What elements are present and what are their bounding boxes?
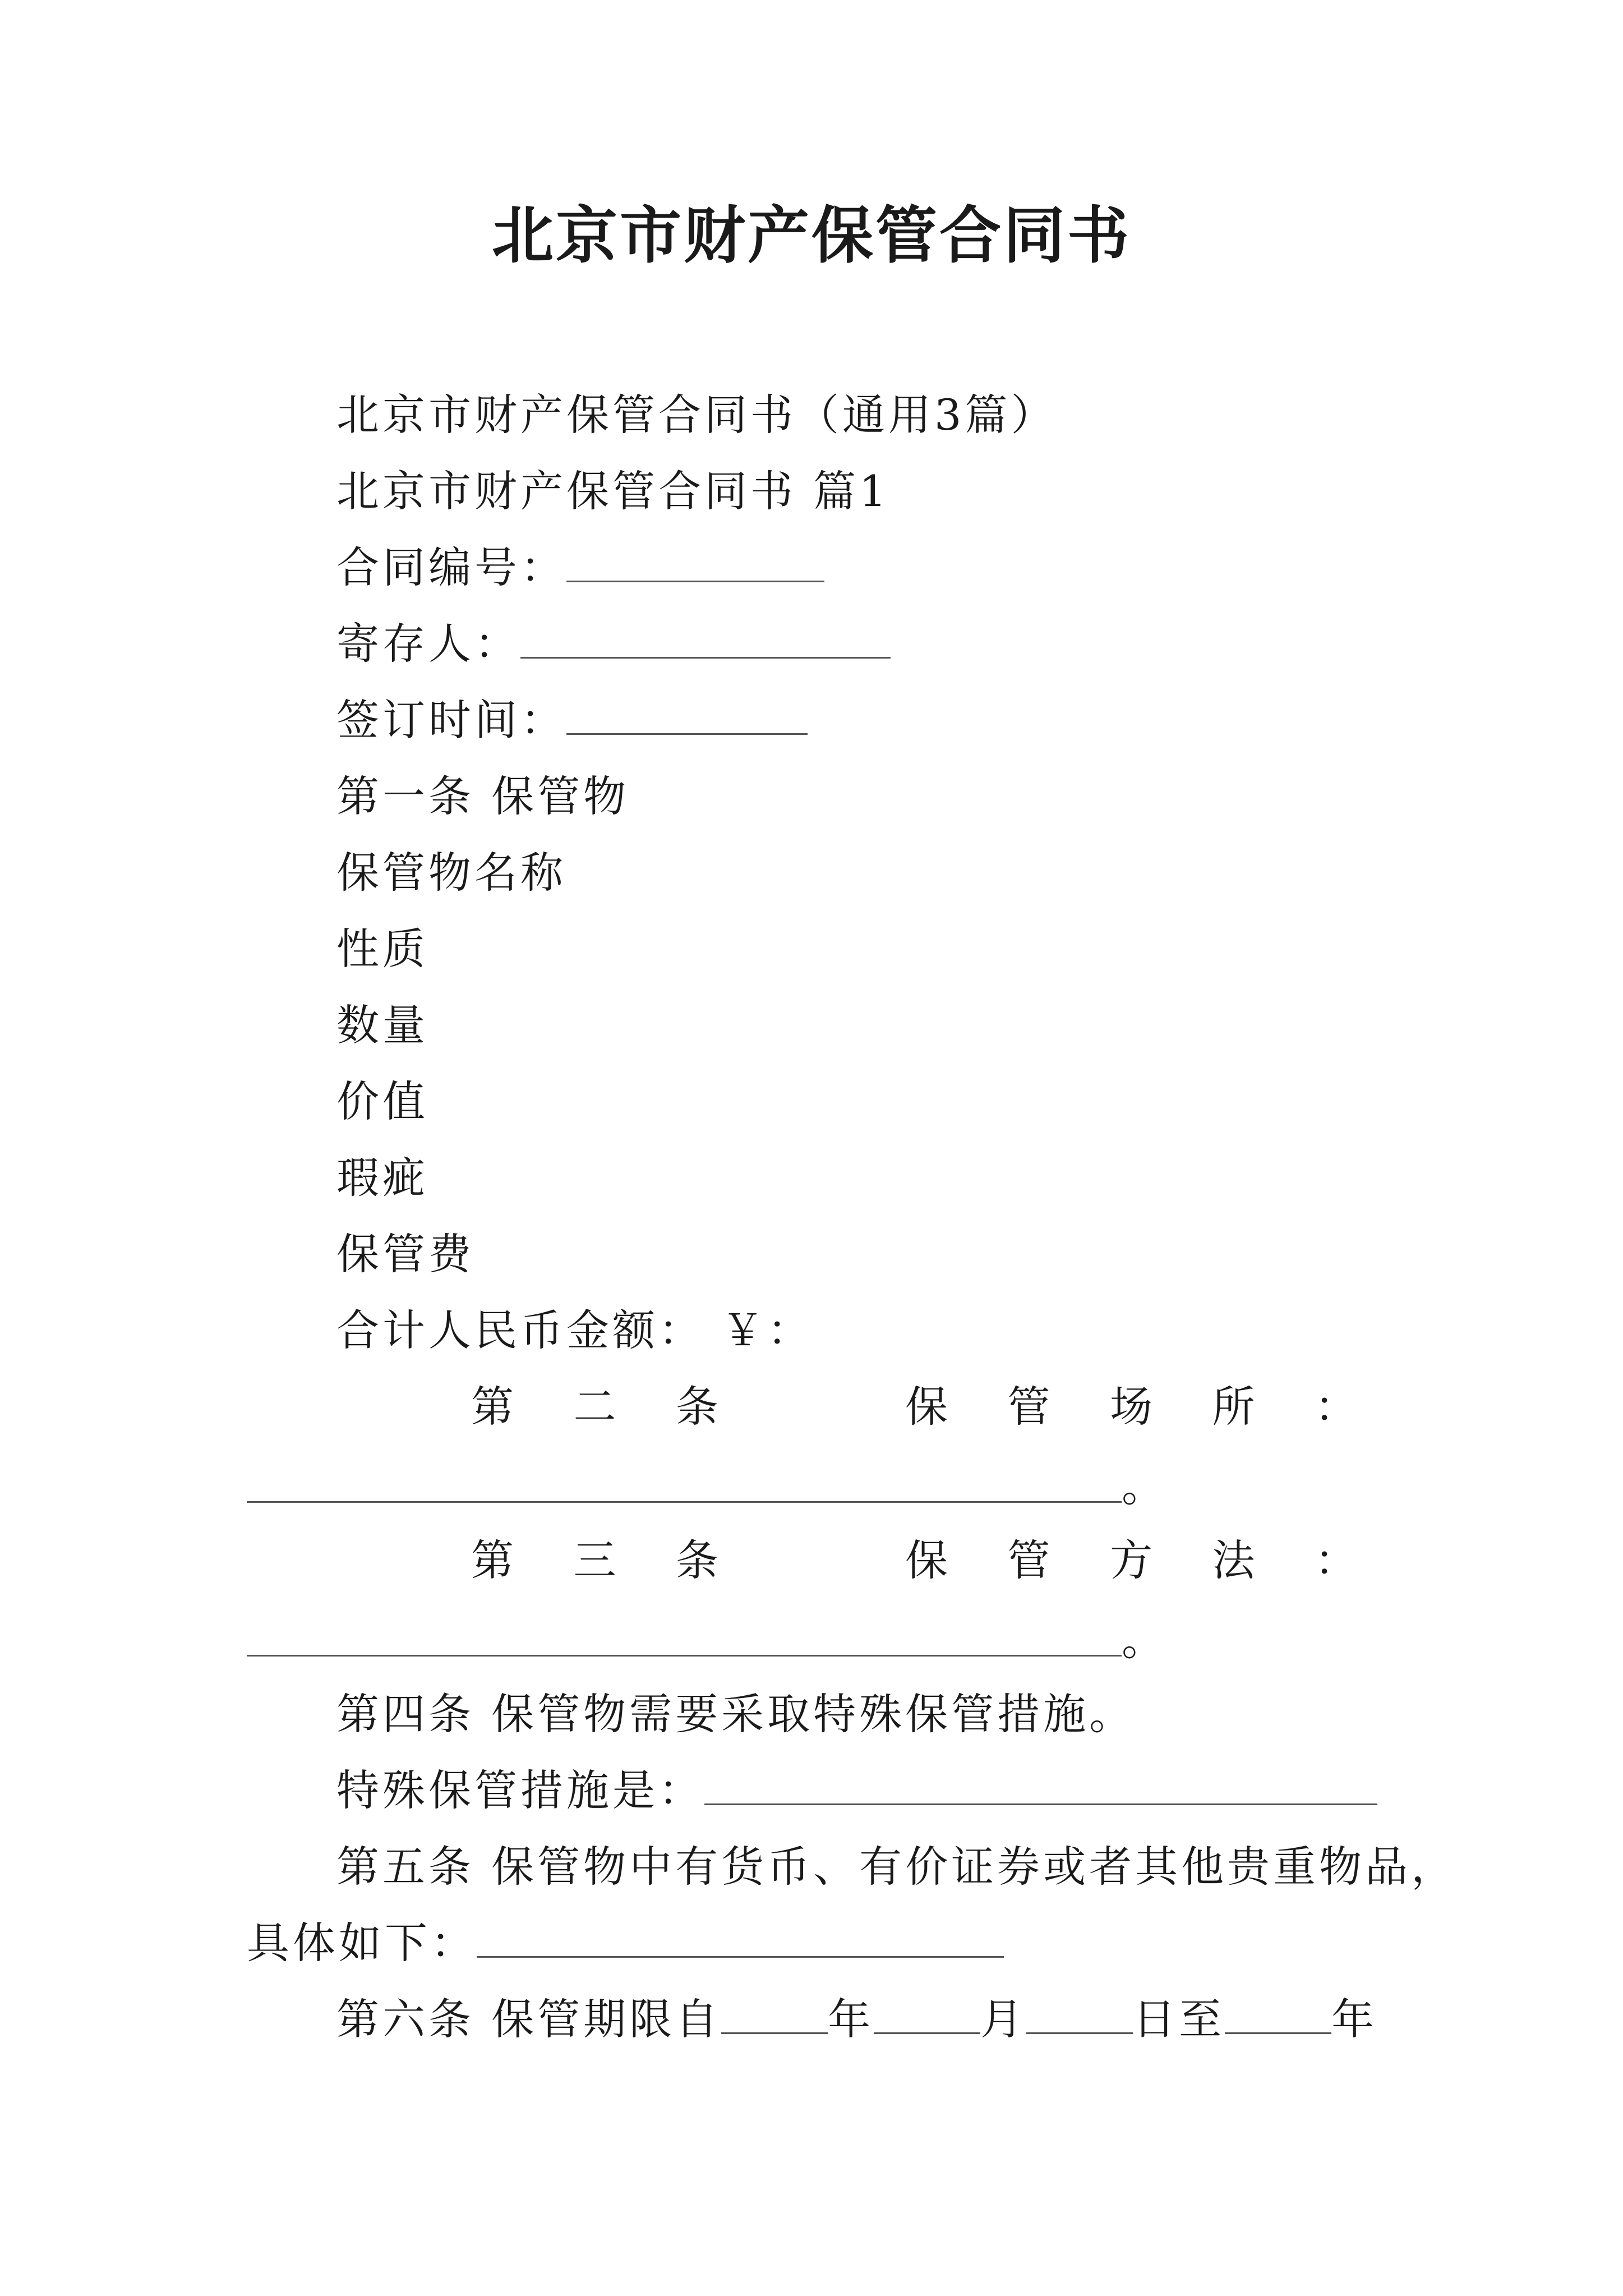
day-to-label: 日至	[1133, 1994, 1225, 2044]
special-measures-row	[336, 1763, 1377, 1819]
field-quantity: 数量	[336, 1000, 428, 1050]
contract-no-row	[336, 540, 824, 596]
article-6	[336, 1991, 1377, 2047]
article-2-char: ：	[1315, 1382, 1357, 1432]
article-2-period: 。	[1122, 1461, 1164, 1511]
special-measures-blank[interactable]	[704, 1769, 1377, 1805]
article-2-char: 管	[1007, 1382, 1050, 1432]
article-3-char: 管	[1007, 1535, 1050, 1585]
article-2-char: 第	[471, 1382, 514, 1432]
field-value: 价值	[336, 1076, 428, 1126]
subtitle: 北京市财产保管合同书（通用3篇）	[336, 390, 1057, 440]
depositor-label: 寄存人：	[336, 619, 520, 669]
start-day-blank[interactable]	[1026, 1998, 1133, 2034]
article-3-char: 保	[905, 1535, 948, 1585]
special-measures-label: 特殊保管措施是：	[336, 1765, 704, 1815]
article-3-char: 条	[676, 1535, 718, 1585]
article-2-heading	[471, 1379, 1357, 1435]
end-year-label: 年	[1331, 1994, 1378, 2044]
article-3-char: 三	[573, 1535, 616, 1585]
start-month-blank[interactable]	[874, 1998, 980, 2034]
year-label: 年	[828, 1994, 874, 2044]
depositor-row	[336, 616, 891, 672]
month-label: 月	[980, 1994, 1027, 2044]
document-title: 北京市财产保管合同书	[492, 199, 1131, 272]
field-fee: 保管费	[336, 1229, 474, 1279]
article-2-char: 条	[676, 1382, 718, 1432]
article-3-heading	[471, 1533, 1357, 1589]
article-5-label: 具体如下：	[247, 1918, 477, 1968]
article-4: 第四条 保管物需要采取特殊保管措施。	[336, 1689, 1136, 1739]
field-nature: 性质	[336, 924, 428, 974]
field-defect: 瑕疵	[336, 1153, 428, 1203]
article-3-char: ：	[1315, 1535, 1357, 1585]
end-year-blank[interactable]	[1225, 1998, 1331, 2034]
article-6-prefix: 第六条 保管期限自	[336, 1994, 722, 2044]
start-year-blank[interactable]	[721, 1998, 828, 2034]
article-2-char: 保	[905, 1382, 948, 1432]
field-item-name: 保管物名称	[336, 848, 566, 898]
article-3-char: 方	[1110, 1535, 1152, 1585]
sign-date-label: 签订时间：	[336, 695, 566, 745]
contract-no-label: 合同编号：	[336, 542, 566, 592]
article-5-line-1: 第五条 保管物中有货币、有价证券或者其他贵重物品，	[336, 1842, 1458, 1892]
part-heading: 北京市财产保管合同书 篇1	[336, 466, 890, 516]
total-amount: 合计人民币金额： ￥：	[336, 1305, 814, 1355]
sign-date-blank[interactable]	[566, 698, 808, 735]
depositor-blank[interactable]	[520, 622, 891, 659]
article-2-char: 二	[573, 1382, 616, 1432]
article-3-blank[interactable]	[247, 1655, 1122, 1657]
article-2-char: 所	[1212, 1382, 1255, 1432]
article-5-line-2	[247, 1915, 1004, 1971]
sign-date-row	[336, 692, 808, 748]
article-3-char: 第	[471, 1535, 514, 1585]
article-1: 第一条 保管物	[336, 771, 630, 821]
contract-no-blank[interactable]	[566, 546, 824, 582]
article-3-period: 。	[1122, 1615, 1164, 1665]
article-3-char: 法	[1212, 1535, 1255, 1585]
article-5-blank[interactable]	[477, 1921, 1004, 1958]
article-2-blank[interactable]	[247, 1501, 1122, 1503]
article-3-gap	[778, 1533, 846, 1589]
article-2-char: 场	[1110, 1382, 1152, 1432]
article-2-gap	[778, 1379, 846, 1435]
